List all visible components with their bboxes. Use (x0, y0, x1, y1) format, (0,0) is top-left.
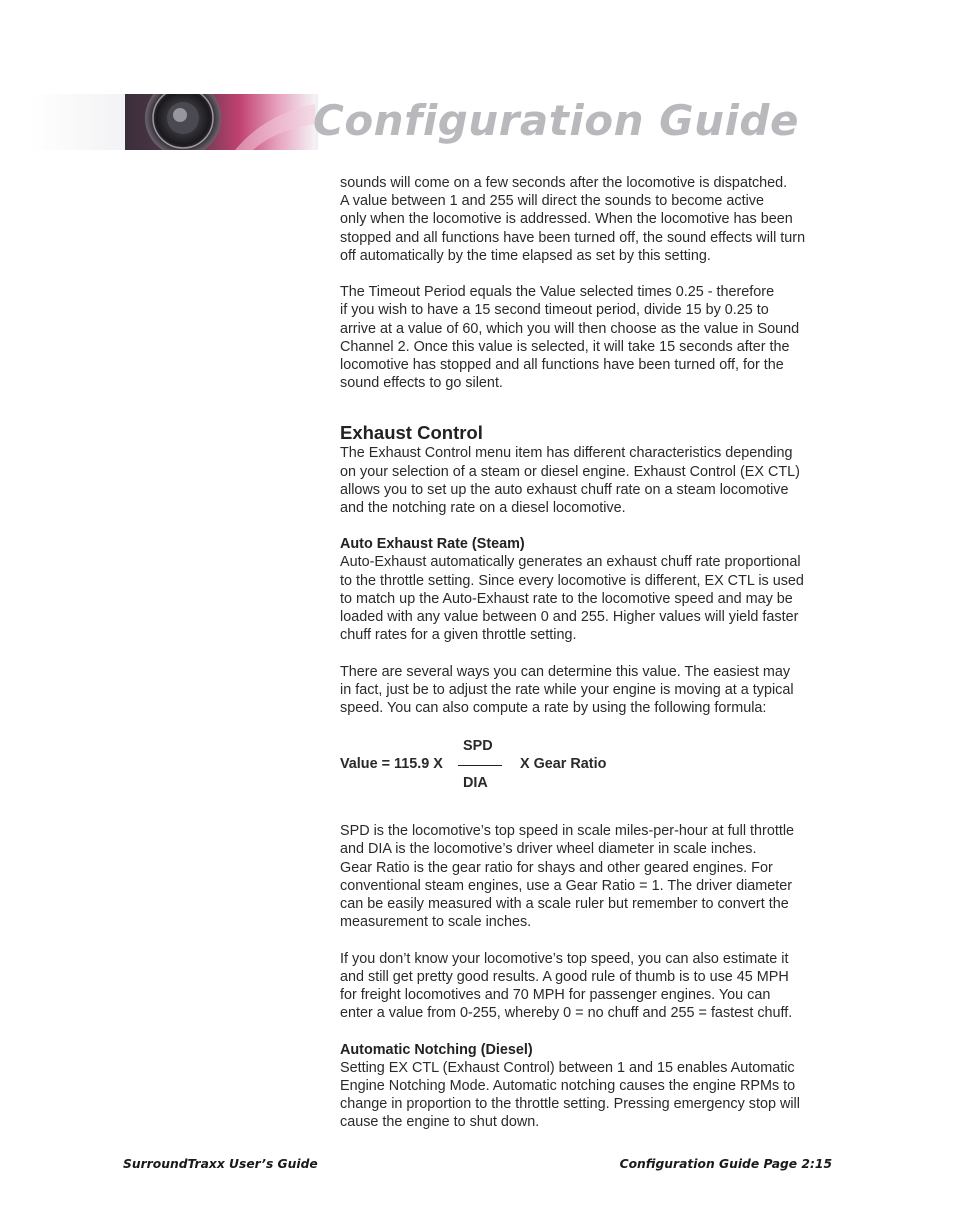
chuff-rate-formula (340, 737, 835, 795)
text-line: speed. You can also compute a rate by using the following formula: (340, 700, 767, 717)
text-line: If you don’t know your locomotive’s top speed, you can also estimate it (340, 950, 789, 967)
text-line: only when the locomotive is addressed. When the locomotive has been (340, 211, 793, 228)
text-line: and DIA is the locomotive’s driver wheel diameter in scale inches. (340, 841, 757, 858)
text-line: in fact, just be to adjust the rate while your engine is moving at a typical (340, 681, 794, 698)
text-line: Setting EX CTL (Exhaust Control) between 1 and 15 enables Automatic (340, 1059, 795, 1076)
text-line: The Timeout Period equals the Value selected times 0.25 - therefore (340, 284, 775, 301)
subheading-auto-exhaust-rate: Auto Exhaust Rate (Steam) (340, 536, 525, 553)
formula-lhs: Value = 115.9 X (340, 756, 443, 773)
paragraph-automatic-notching (340, 1059, 835, 1132)
text-line: cause the engine to shut down. (340, 1114, 540, 1131)
paragraph-spd-dia (340, 822, 835, 931)
paragraph-auto-exhaust (340, 553, 835, 644)
paragraph-top-speed-estimate (340, 950, 835, 1023)
text-line: measurement to scale inches. (340, 914, 532, 931)
text-line: sounds will come on a few seconds after the locomotive is dispatched. (340, 175, 788, 191)
text-line: The Exhaust Control menu item has different characteristics depending (340, 445, 793, 462)
text-line: SPD is the locomotive’s top speed in scale miles-per-hour at full throttle (340, 823, 795, 840)
text-line: and the notching rate on a diesel locomotive. (340, 500, 626, 517)
footer-left: SurroundTraxx User’s Guide (123, 1157, 318, 1171)
text-line: change in proportion to the throttle setting. Pressing emergency stop will (340, 1096, 800, 1113)
speaker-image-icon (125, 94, 315, 150)
text-line: for freight locomotives and 70 MPH for passenger engines. You can (340, 987, 771, 1004)
main-content (340, 174, 835, 1150)
text-line: Engine Notching Mode. Automatic notching causes the engine RPMs to (340, 1078, 796, 1095)
section-heading-exhaust-control: Exhaust Control (340, 422, 483, 444)
page-title: Configuration Guide (313, 96, 799, 145)
text-line: on your selection of a steam or diesel engine. Exhaust Control (EX CTL) (340, 463, 800, 480)
text-line: can be easily measured with a scale ruler but remember to convert the (340, 896, 789, 913)
text-line: and still get pretty good results. A good rule of thumb is to use 45 MPH (340, 968, 789, 985)
fraction-bar (458, 765, 502, 766)
subheading-automatic-notching: Automatic Notching (Diesel) (340, 1041, 533, 1058)
paragraph-timeout-period (340, 283, 835, 392)
text-line: to match up the Auto-Exhaust rate to the locomotive speed and may be (340, 590, 793, 607)
text-line: if you wish to have a 15 second timeout period, divide 15 by 0.25 to (340, 302, 769, 319)
footer-page-number: Configuration Guide Page 2:15 (619, 1157, 832, 1171)
text-line: off automatically by the time elapsed as set by this setting. (340, 247, 711, 264)
text-line: A value between 1 and 255 will direct the sounds to become active (340, 193, 764, 210)
text-line: arrive at a value of 60, which you will then choose as the value in Sound (340, 320, 800, 337)
text-line: allows you to set up the auto exhaust chuff rate on a steam locomotive (340, 481, 789, 498)
paragraph-exhaust-control (340, 444, 835, 517)
text-line: Channel 2. Once this value is selected, it will take 15 seconds after the (340, 338, 790, 355)
text-line: locomotive has stopped and all functions have been turned off, for the (340, 357, 784, 374)
text-line: enter a value from 0-255, whereby 0 = no chuff and 255 = fastest chuff. (340, 1005, 793, 1022)
text-line: Auto-Exhaust automatically generates an exhaust chuff rate proportional (340, 554, 801, 571)
paragraph-determine-value (340, 663, 835, 718)
text-line: sound effects to go silent. (340, 375, 503, 392)
formula-rhs: X Gear Ratio (520, 756, 607, 773)
formula-denominator: DIA (463, 775, 488, 792)
text-line: loaded with any value between 0 and 255. Higher values will yield faster (340, 609, 799, 626)
speaker-photo (125, 94, 315, 150)
formula-numerator: SPD (463, 738, 493, 755)
paragraph-sound-activation (340, 174, 835, 265)
text-line: to the throttle setting. Since every locomotive is different, EX CTL is used (340, 572, 804, 589)
text-line: conventional steam engines, use a Gear Ratio = 1. The driver diameter (340, 877, 793, 894)
text-line: There are several ways you can determine this value. The easiest may (340, 663, 791, 680)
text-line: chuff rates for a given throttle setting. (340, 627, 577, 644)
text-line: Gear Ratio is the gear ratio for shays and other geared engines. For (340, 859, 773, 876)
text-line: stopped and all functions have been turned off, the sound effects will turn (340, 229, 806, 246)
